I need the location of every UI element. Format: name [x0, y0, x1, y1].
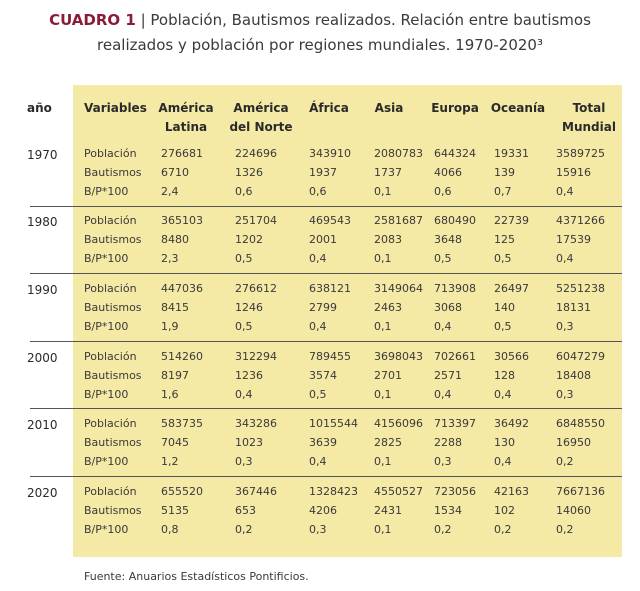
table-cell: 1015544 — [309, 417, 358, 430]
table-cell: 680490 — [434, 214, 476, 227]
table-cell: 1236 — [235, 369, 263, 382]
table-cell: 0,5 — [494, 320, 512, 333]
table-cell: 5251238 — [556, 282, 605, 295]
year-label: 1980 — [27, 215, 58, 229]
header-variables: Variables — [84, 101, 147, 115]
table-cell: 3068 — [434, 301, 462, 314]
table-cell: 1023 — [235, 436, 263, 449]
variable-label: Población — [84, 214, 137, 227]
table-cell: 251704 — [235, 214, 277, 227]
table-cell: 2001 — [309, 233, 337, 246]
variable-label: Población — [84, 282, 137, 295]
table-cell: 0,1 — [374, 320, 392, 333]
table-cell: 1328423 — [309, 485, 358, 498]
table-cell: 4156096 — [374, 417, 423, 430]
table-cell: 2463 — [374, 301, 402, 314]
header-col-4-line-0: Europa — [431, 101, 479, 115]
row-divider — [30, 341, 622, 342]
table-title — [0, 8, 640, 58]
table-cell: 0,2 — [556, 523, 574, 536]
table-cell: 0,5 — [494, 252, 512, 265]
source-note: Fuente: Anuarios Estadísticos Pontificios. — [84, 570, 309, 583]
table-cell: 0,1 — [374, 252, 392, 265]
table-cell: 469543 — [309, 214, 351, 227]
table-cell: 0,2 — [556, 455, 574, 468]
header-col-0-line-0: América — [158, 101, 214, 115]
header-col-3-line-0: Asia — [374, 101, 404, 115]
year-label: 1990 — [27, 283, 58, 297]
header-col-0-line-1: Latina — [164, 120, 208, 134]
table-cell: 7045 — [161, 436, 189, 449]
table-cell: 702661 — [434, 350, 476, 363]
table-cell: 1326 — [235, 166, 263, 179]
table-cell: 4206 — [309, 504, 337, 517]
header-col-6 — [544, 99, 634, 137]
table-cell: 0,5 — [235, 252, 253, 265]
row-divider — [30, 476, 622, 477]
table-cell: 0,2 — [494, 523, 512, 536]
table-cell: 0,5 — [434, 252, 452, 265]
variable-label: Bautismos — [84, 301, 142, 314]
title-text-1: Población, Bautismos realizados. Relación entre bautismos — [150, 11, 591, 29]
table-cell: 789455 — [309, 350, 351, 363]
table-cell: 2288 — [434, 436, 462, 449]
header-col-6-line-1: Mundial — [562, 120, 616, 134]
table-cell: 0,8 — [161, 523, 179, 536]
table-cell: 42163 — [494, 485, 529, 498]
table-cell: 6710 — [161, 166, 189, 179]
table-cell: 18131 — [556, 301, 591, 314]
variable-label: Bautismos — [84, 233, 142, 246]
table-cell: 0,4 — [556, 252, 574, 265]
table-cell: 128 — [494, 369, 515, 382]
table-cell: 7667136 — [556, 485, 605, 498]
table-cell: 4371266 — [556, 214, 605, 227]
table-cell: 0,3 — [309, 523, 327, 536]
table-cell: 0,4 — [309, 320, 327, 333]
variable-label: Población — [84, 147, 137, 160]
table-cell: 0,4 — [309, 455, 327, 468]
table-cell: 343910 — [309, 147, 351, 160]
variable-label: Bautismos — [84, 436, 142, 449]
variable-label: B/P*100 — [84, 252, 129, 265]
table-cell: 140 — [494, 301, 515, 314]
table-cell: 0,4 — [235, 388, 253, 401]
variable-label: B/P*100 — [84, 455, 129, 468]
table-cell: 0,3 — [556, 388, 574, 401]
table-cell: 0,4 — [434, 320, 452, 333]
table-cell: 139 — [494, 166, 515, 179]
table-cell: 30566 — [494, 350, 529, 363]
table-cell: 0,4 — [434, 388, 452, 401]
table-cell: 8415 — [161, 301, 189, 314]
variable-label: Bautismos — [84, 166, 142, 179]
table-cell: 2571 — [434, 369, 462, 382]
table-cell: 0,3 — [556, 320, 574, 333]
table-cell: 19331 — [494, 147, 529, 160]
table-cell: 0,4 — [494, 388, 512, 401]
table-cell: 18408 — [556, 369, 591, 382]
table-cell: 0,7 — [494, 185, 512, 198]
table-cell: 1,6 — [161, 388, 179, 401]
table-cell: 3648 — [434, 233, 462, 246]
variable-label: Población — [84, 485, 137, 498]
table-cell: 2,4 — [161, 185, 179, 198]
table-cell: 365103 — [161, 214, 203, 227]
header-col-5-line-0: Oceanía — [490, 101, 546, 115]
header-col-1-line-0: América — [233, 101, 289, 115]
table-label: CUADRO 1 — [49, 11, 136, 29]
title-line-2: realizados y población por regiones mundiales. 1970-2020³ — [97, 36, 543, 54]
table-cell: 0,4 — [494, 455, 512, 468]
table-cell: 15916 — [556, 166, 591, 179]
table-cell: 1534 — [434, 504, 462, 517]
table-cell: 2799 — [309, 301, 337, 314]
table-cell: 0,2 — [235, 523, 253, 536]
table-cell: 583735 — [161, 417, 203, 430]
table-cell: 0,4 — [309, 252, 327, 265]
table-cell: 26497 — [494, 282, 529, 295]
table-cell: 1,2 — [161, 455, 179, 468]
table-cell: 2581687 — [374, 214, 423, 227]
table-cell: 14060 — [556, 504, 591, 517]
header-col-6-line-0: Total — [572, 101, 606, 115]
variable-label: B/P*100 — [84, 523, 129, 536]
table-cell: 8197 — [161, 369, 189, 382]
table-cell: 0,1 — [374, 185, 392, 198]
year-label: 2000 — [27, 351, 58, 365]
table-cell: 130 — [494, 436, 515, 449]
table-cell: 3149064 — [374, 282, 423, 295]
table-cell: 125 — [494, 233, 515, 246]
table-cell: 0,1 — [374, 388, 392, 401]
table-cell: 2,3 — [161, 252, 179, 265]
table-cell: 3574 — [309, 369, 337, 382]
title-line-1 — [0, 8, 640, 33]
table-cell: 638121 — [309, 282, 351, 295]
table-cell: 16950 — [556, 436, 591, 449]
table-cell: 655520 — [161, 485, 203, 498]
table-cell: 0,5 — [235, 320, 253, 333]
table-cell: 5135 — [161, 504, 189, 517]
table-cell: 0,3 — [235, 455, 253, 468]
table-cell: 0,1 — [374, 455, 392, 468]
header-col-1-line-1: del Norte — [229, 120, 293, 134]
table-cell: 653 — [235, 504, 256, 517]
variable-label: Bautismos — [84, 369, 142, 382]
header-col-2-line-0: África — [309, 101, 349, 115]
row-divider — [30, 273, 622, 274]
table-cell: 8480 — [161, 233, 189, 246]
table-cell: 0,5 — [309, 388, 327, 401]
table-cell: 713908 — [434, 282, 476, 295]
table-cell: 1737 — [374, 166, 402, 179]
variable-label: B/P*100 — [84, 320, 129, 333]
table-cell: 2825 — [374, 436, 402, 449]
table-cell: 2080783 — [374, 147, 423, 160]
table-cell: 0,3 — [434, 455, 452, 468]
table-cell: 312294 — [235, 350, 277, 363]
table-cell: 1202 — [235, 233, 263, 246]
table-cell: 0,1 — [374, 523, 392, 536]
table-cell: 22739 — [494, 214, 529, 227]
table-cell: 6047279 — [556, 350, 605, 363]
variable-label: Población — [84, 350, 137, 363]
variable-label: B/P*100 — [84, 185, 129, 198]
table-cell: 6848550 — [556, 417, 605, 430]
variable-label: Bautismos — [84, 504, 142, 517]
table-cell: 4066 — [434, 166, 462, 179]
year-label: 2010 — [27, 418, 58, 432]
variable-label: Población — [84, 417, 137, 430]
year-label: 2020 — [27, 486, 58, 500]
table-cell: 644324 — [434, 147, 476, 160]
table-cell: 447036 — [161, 282, 203, 295]
table-cell: 0,2 — [434, 523, 452, 536]
table-cell: 723056 — [434, 485, 476, 498]
table-cell: 36492 — [494, 417, 529, 430]
table-cell: 343286 — [235, 417, 277, 430]
table-cell: 713397 — [434, 417, 476, 430]
table-cell: 2083 — [374, 233, 402, 246]
table-cell: 1,9 — [161, 320, 179, 333]
table-cell: 1937 — [309, 166, 337, 179]
title-separator: | — [135, 11, 151, 29]
table-cell: 514260 — [161, 350, 203, 363]
table-cell: 17539 — [556, 233, 591, 246]
table-cell: 3589725 — [556, 147, 605, 160]
table-cell: 367446 — [235, 485, 277, 498]
table-cell: 1246 — [235, 301, 263, 314]
table-cell: 0,4 — [556, 185, 574, 198]
table-cell: 4550527 — [374, 485, 423, 498]
variable-label: B/P*100 — [84, 388, 129, 401]
table-cell: 3639 — [309, 436, 337, 449]
table-cell: 224696 — [235, 147, 277, 160]
table-cell: 0,6 — [309, 185, 327, 198]
row-divider — [30, 206, 622, 207]
table-cell: 2431 — [374, 504, 402, 517]
table-cell: 0,6 — [434, 185, 452, 198]
row-divider — [30, 408, 622, 409]
table-cell: 2701 — [374, 369, 402, 382]
year-label: 1970 — [27, 148, 58, 162]
table-cell: 0,6 — [235, 185, 253, 198]
table-cell: 276681 — [161, 147, 203, 160]
header-year: año — [27, 101, 52, 115]
table-cell: 102 — [494, 504, 515, 517]
table-cell: 276612 — [235, 282, 277, 295]
table-cell: 3698043 — [374, 350, 423, 363]
